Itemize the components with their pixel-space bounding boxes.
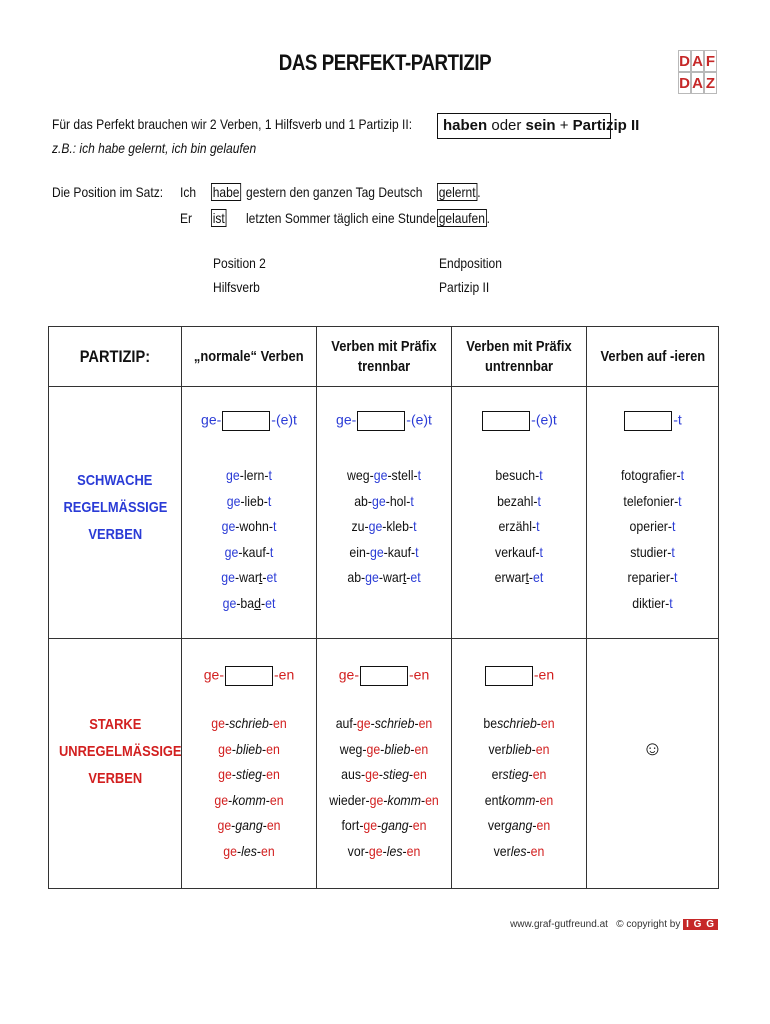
example-word: ge-wart-et: [221, 569, 277, 585]
example-word: ab-ge-hol-t: [354, 492, 414, 509]
example-word: fort-ge-gang-en: [341, 817, 427, 833]
formula-box: [437, 113, 640, 139]
example-aux: [211, 210, 226, 226]
page-title: DAS PERFEKT-PARTIZIP: [278, 50, 492, 75]
label-line: VERBEN: [88, 770, 142, 787]
formula-oder: oder: [487, 117, 526, 134]
col-header-untrennbar: [452, 327, 586, 386]
intro-example: z.B.: ich habe gelernt, ich bin gelaufen: [52, 140, 257, 156]
pattern-prefix: ge-: [336, 411, 357, 428]
formula-partizip: Partizip II: [572, 117, 640, 134]
example-word: ein-ge-kauf-t: [349, 543, 419, 560]
row-divider: [49, 386, 718, 387]
pattern-prefix: ge-: [201, 411, 222, 428]
label-line: REGELMÄSSIGE: [63, 499, 167, 516]
pattern-suffix: -(e)t: [406, 411, 432, 428]
row-label-strong: [49, 711, 181, 792]
examples-weak-trennbar: [317, 463, 451, 591]
formula-haben: haben: [443, 117, 488, 134]
footer: [510, 919, 718, 930]
intro-text: Für das Perfekt brauchen wir 2 Verben, 1 Hilfsverb und 1 Partizip II:: [52, 116, 413, 132]
logo-letter: Z: [704, 72, 717, 94]
examples-weak-ieren: [587, 463, 718, 616]
example-word: ge-blieb-en: [218, 740, 280, 757]
label-line: SCHWACHE: [77, 472, 153, 489]
example-word: fotografier-t: [620, 467, 685, 483]
example-word: weg-ge-blieb-en: [339, 740, 429, 757]
dafdaz-logo: [678, 50, 717, 94]
header-label: „normale“ Verben: [194, 347, 304, 365]
example-word: erzähl-t: [498, 518, 540, 534]
example-word: entkomm-en: [484, 791, 554, 808]
pattern-prefix: ge-: [338, 666, 359, 683]
pattern-prefix: ge-: [203, 666, 224, 683]
header-label: Verben mit Präfix untrennbar: [466, 337, 572, 375]
example-word: aus-ge-stieg-en: [341, 766, 427, 782]
label-line: UNREGELMÄSSIGE: [58, 743, 182, 760]
col-header-trennbar: [317, 327, 451, 386]
examples-strong-untrennbar: [452, 711, 586, 864]
pattern-strong-untrennbar: [452, 666, 586, 686]
partizip-table: [48, 326, 719, 889]
stem-slot: [222, 411, 270, 431]
example-word: vergang-en: [487, 817, 551, 833]
example-word: weg-ge-stell-t: [347, 467, 421, 483]
example-participle: [437, 184, 481, 200]
sentence-end: .: [486, 210, 490, 226]
pos2-label: Position 2: [213, 255, 266, 271]
header-label: Verben auf -ieren: [600, 347, 705, 365]
example-word: ge-wohn-t: [221, 518, 277, 534]
example-word: ge-kauf-t: [224, 543, 274, 560]
col-header-normal: [182, 327, 316, 386]
example-word: vor-ge-les-en: [347, 842, 421, 859]
example-word: ge-les-en: [223, 842, 275, 859]
stem-slot: [624, 411, 672, 431]
sentence-end: .: [477, 184, 481, 200]
corner-label: PARTIZIP:: [79, 346, 151, 366]
examples-strong-normal: [182, 711, 316, 864]
examples-weak-normal: [182, 463, 316, 616]
example-word: ge-bad-et: [222, 594, 276, 611]
row-label-weak: [49, 467, 181, 548]
aux-verb: habe: [212, 184, 240, 200]
igg-logo: I G G: [683, 919, 718, 930]
example-word: operier-t: [629, 518, 676, 534]
footer-copyright: © copyright by: [616, 919, 681, 930]
example-middle: gestern den ganzen Tag Deutsch: [246, 184, 423, 200]
example-word: ge-komm-en: [214, 791, 284, 808]
example-word: reparier-t: [627, 569, 678, 585]
pattern-strong-normal: [182, 666, 316, 686]
smiley-icon: ☺: [642, 738, 663, 760]
endpos-sublabel: Partizip II: [439, 279, 490, 295]
pattern-weak-normal: [182, 411, 316, 431]
example-word: ge-stieg-en: [218, 766, 280, 782]
pattern-strong-trennbar: [317, 666, 451, 686]
pattern-weak-untrennbar: [452, 411, 586, 431]
example-word: ge-lieb-t: [226, 492, 272, 509]
example-word: diktier-t: [632, 594, 673, 611]
pattern-suffix: -t: [673, 411, 682, 428]
example-word: besuch-t: [495, 467, 543, 483]
row-divider: [49, 638, 718, 639]
example-participle: [437, 210, 490, 226]
example-word: erstieg-en: [491, 766, 547, 782]
participle-word: gelaufen: [438, 210, 485, 226]
endpos-label: Endposition: [439, 255, 502, 271]
stem-slot: [357, 411, 405, 431]
position-label: Die Position im Satz:: [52, 184, 164, 200]
formula-sein: sein: [525, 117, 556, 134]
example-aux: [211, 184, 241, 200]
stem-slot: [482, 411, 530, 431]
example-word: ge-schrieb-en: [211, 715, 287, 731]
pattern-suffix: -en: [533, 666, 555, 683]
pattern-suffix: -(e)t: [271, 411, 297, 428]
example-word: verkauf-t: [495, 543, 543, 560]
logo-letter: D: [678, 72, 691, 94]
logo-letter: D: [678, 50, 691, 72]
examples-strong-trennbar: [317, 711, 451, 864]
example-word: auf-ge-schrieb-en: [335, 715, 433, 731]
participle-word: gelernt: [438, 184, 476, 200]
example-word: ge-lern-t: [226, 467, 272, 483]
formula-plus: +: [555, 117, 573, 134]
table-corner: [49, 327, 181, 386]
label-line: VERBEN: [88, 526, 142, 543]
pattern-suffix: -en: [274, 666, 295, 683]
footer-url[interactable]: www.graf-gutfreund.at: [510, 919, 608, 930]
label-line: STARKE: [88, 716, 142, 733]
example-word: verblieb-en: [488, 740, 550, 757]
logo-letter: F: [704, 50, 717, 72]
example-word: ab-ge-wart-et: [347, 569, 421, 585]
example-word: zu-ge-kleb-t: [351, 518, 417, 534]
pattern-suffix: -(e)t: [531, 411, 557, 428]
example-word: bezahl-t: [497, 492, 541, 509]
example-middle: letzten Sommer täglich eine Stunde: [246, 210, 437, 226]
logo-letter: A: [691, 50, 704, 72]
example-word: telefonier-t: [623, 492, 682, 509]
col-header-ieren: [587, 327, 718, 386]
example-subject: Er: [180, 210, 193, 226]
stem-slot: [485, 666, 533, 686]
examples-weak-untrennbar: [452, 463, 586, 591]
example-word: ge-gang-en: [217, 817, 281, 833]
example-word: verles-en: [493, 842, 545, 859]
stem-slot: [360, 666, 408, 686]
stem-slot: [225, 666, 273, 686]
pattern-suffix: -en: [409, 666, 430, 683]
pattern-weak-trennbar: [317, 411, 451, 431]
example-word: wieder-ge-komm-en: [329, 791, 439, 808]
logo-letter: A: [691, 72, 704, 94]
pos2-sublabel: Hilfsverb: [213, 279, 260, 295]
aux-verb: ist: [212, 210, 225, 226]
example-word: beschrieb-en: [483, 715, 555, 731]
example-word: studier-t: [630, 543, 675, 560]
pattern-weak-ieren: [587, 411, 718, 431]
example-word: erwart-et: [494, 569, 544, 585]
example-subject: Ich: [180, 184, 197, 200]
header-label: Verben mit Präfix trennbar: [331, 337, 437, 375]
